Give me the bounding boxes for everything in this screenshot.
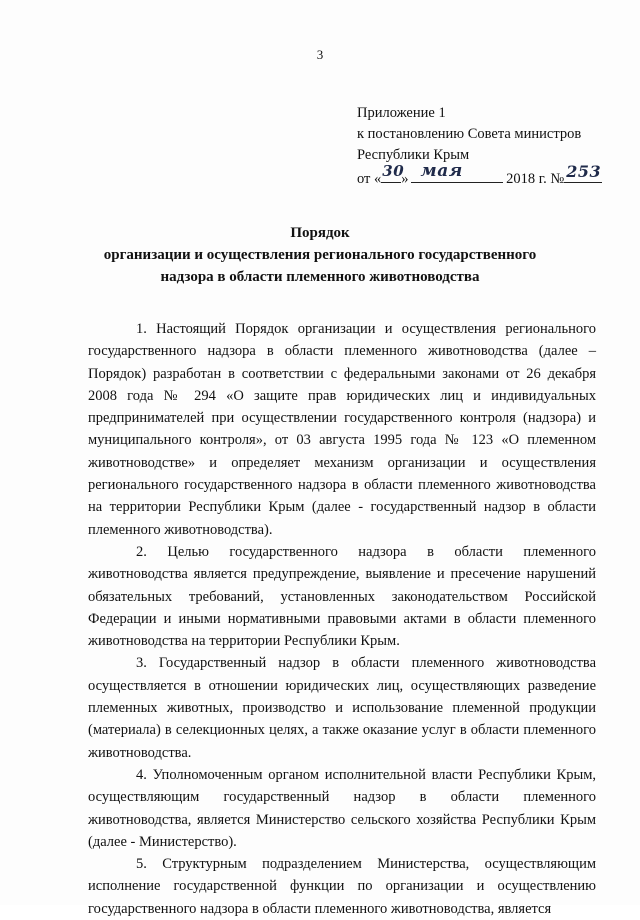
date-number-handwritten: 253 — [566, 162, 602, 181]
title-line-1: Порядок — [290, 225, 350, 241]
appendix-line-1: Приложение 1 — [357, 105, 446, 121]
paragraph-number: 2. — [136, 543, 147, 560]
paragraph-3 — [88, 652, 596, 763]
appendix-line-3: Республики Крым — [357, 147, 470, 163]
paragraph-text: Настоящий Порядок организации и осуществления регионального государственного надзора в области племенного животноводства (далее – Порядок) разработан в соответствии с федеральными законами от 26 декабря 2008 года № 294 «О защите прав юридических лиц и индивидуальных предпринимателей при осуществлении государственного контроля (надзора) и муниципального контроля», от 03 августа 1995 года № 123 «О племенном животноводстве» и определяет механизм организации и осуществления регионального государственного надзора в области племенного животноводства на территории Республики Крым (далее - государственный надзор в области племенного животноводства). — [88, 321, 596, 538]
date-day-field — [381, 162, 405, 183]
paragraph-1 — [88, 318, 596, 541]
date-number-field — [564, 162, 602, 183]
date-quote-close: » — [401, 171, 409, 187]
paragraph-2 — [88, 541, 596, 652]
paragraph-text: Уполномоченным органом исполнительной власти Республики Крым, осуществляющим государственный надзор в области племенного животноводства, является Министерство сельского хозяйства Республики Крым (далее - Министерство). — [88, 766, 596, 850]
paragraph-text: Целью государственного надзора в области племенного животноводства является предупреждение, выявление и пресечение нарушений обязательных требований, установленных законодательством Российской Федерации и иными нормативными правовыми актами в области племенного животноводства на территории Республики Крым. — [88, 543, 596, 650]
document-body — [88, 318, 596, 920]
date-year: 2018 г. № — [506, 171, 565, 187]
paragraph-5 — [88, 853, 596, 920]
page-number: 3 — [316, 47, 324, 62]
date-day-handwritten: 30 — [382, 162, 405, 180]
appendix-line-2: к постановлению Совета министров — [357, 126, 582, 142]
paragraph-number: 3. — [136, 655, 147, 672]
paragraph-number: 1. — [136, 321, 147, 337]
date-month-handwritten: мая — [420, 161, 463, 181]
date-prefix: от « — [357, 171, 382, 187]
title-line-3: надзора в области племенного животноводства — [160, 269, 480, 285]
paragraph-4 — [88, 764, 596, 853]
paragraph-text: Структурным подразделением Министерства, осуществляющим исполнение государственной функции по организации и осуществлению государственного надзора в области племенного животноводства, является — [88, 856, 597, 917]
date-month-field — [411, 161, 503, 183]
paragraph-text: Государственный надзор в области племенного животноводства осуществляется в отношении юридических лиц, осуществляющих разведение племенных животных, производство и использование племенной продукции (материала) в селекционных целях, а также оказание услуг в области племенного животноводства. — [88, 655, 597, 761]
appendix-header — [357, 103, 627, 190]
document-title — [80, 222, 560, 288]
paragraph-number: 4. — [136, 766, 147, 783]
title-line-2: организации и осуществления регионального государственного — [103, 247, 537, 263]
appendix-date-line — [357, 161, 627, 190]
paragraph-number: 5. — [136, 856, 147, 873]
